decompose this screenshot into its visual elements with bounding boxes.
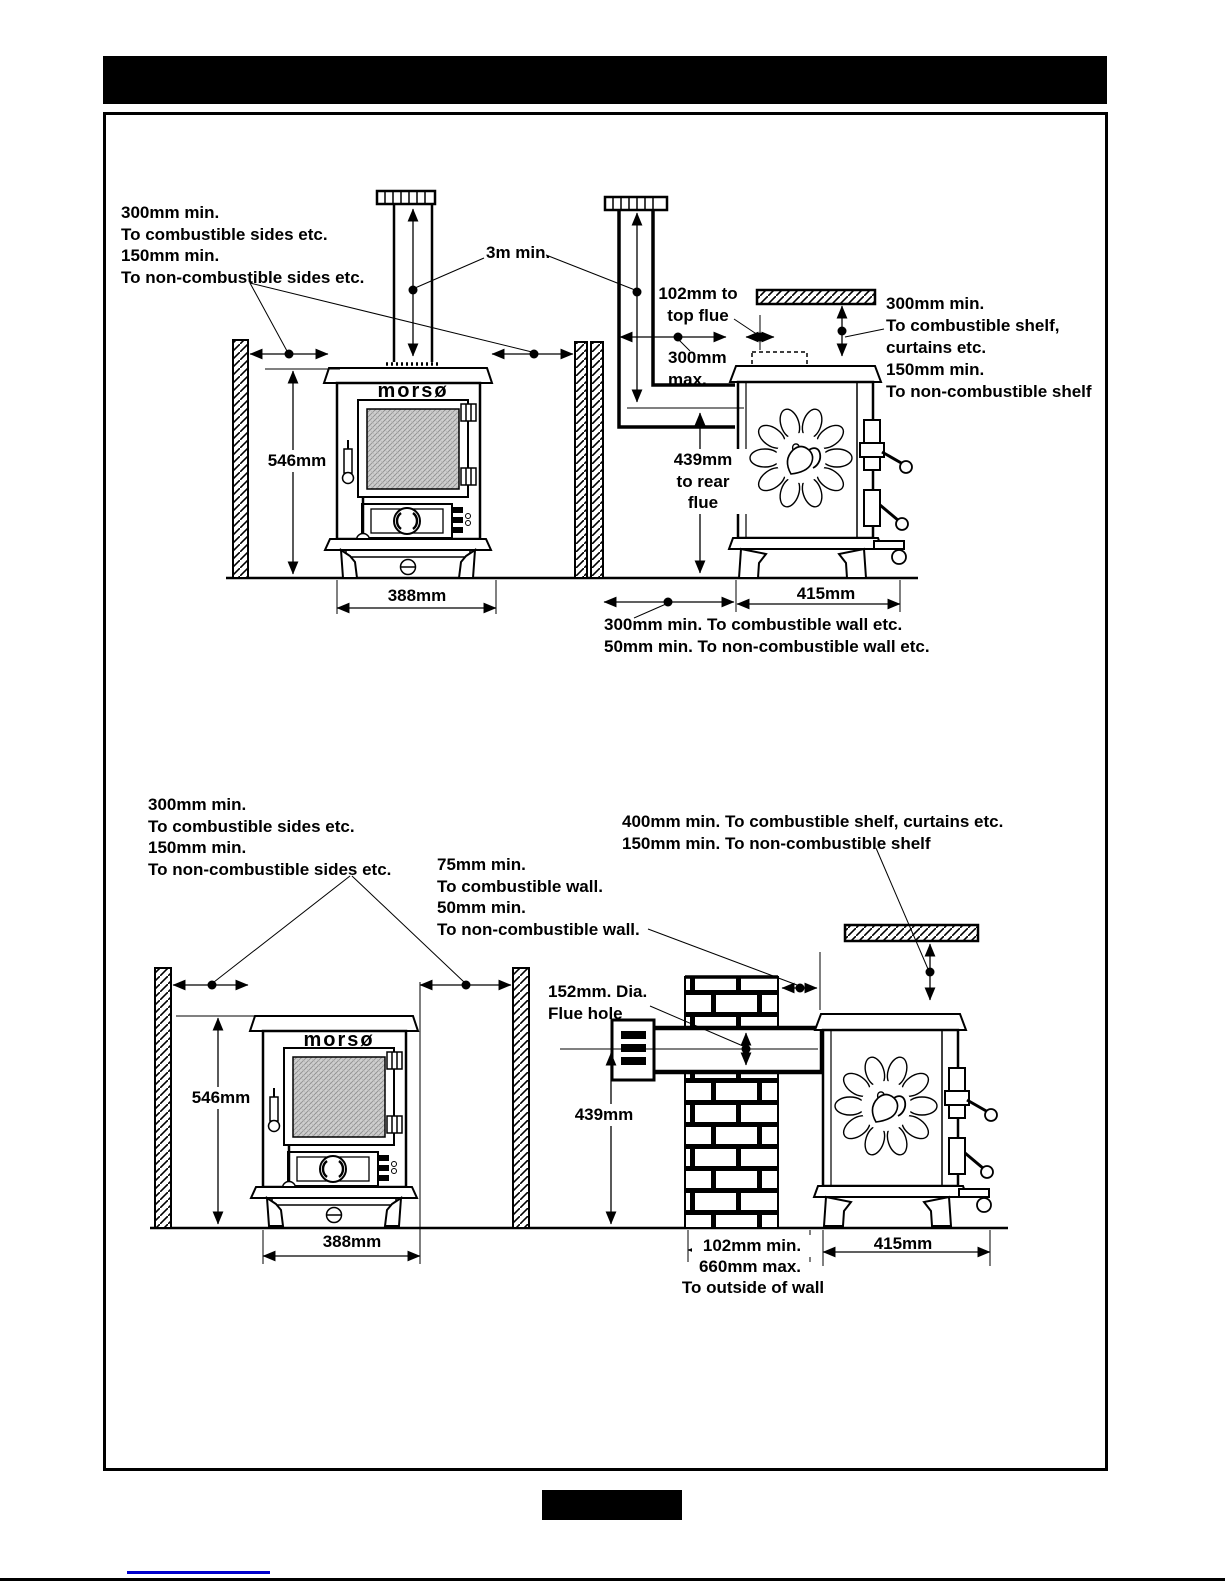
shelf-clearance-note-top: 300mm min. To combustible shelf, curtains etc. 150mm min. To non-combustible shelf xyxy=(886,294,1092,401)
wall-clearance-note: 75mm min. To combustible wall. 50mm min. To non-combustible wall. xyxy=(437,855,640,939)
flue-hole-label: 152mm. Dia. Flue hole xyxy=(548,982,648,1023)
middle-wall-b xyxy=(591,342,603,578)
width-dim-bottom: 388mm xyxy=(322,1232,382,1251)
side-clearance-note-bottom: 300mm min. To combustible sides etc. 150mm min. To non-combustible sides etc. xyxy=(148,795,392,879)
left-wall xyxy=(233,340,248,578)
depth-dim-bottom: 415mm xyxy=(873,1234,933,1253)
width-dim-top: 388mm xyxy=(387,586,447,605)
shelf xyxy=(757,290,875,304)
shelf xyxy=(845,925,978,941)
depth-dim-top: 415mm xyxy=(796,584,856,603)
rear-flue-dim-label: 439mm to rear flue xyxy=(658,449,748,514)
brand-logo-top: morsø xyxy=(377,380,449,402)
wall-thickness-min: 102mm min. xyxy=(692,1235,812,1257)
middle-wall-a xyxy=(575,342,587,578)
page-edge-line xyxy=(0,1578,1225,1581)
footer-block xyxy=(542,1490,682,1520)
shelf-clearance-note-bottom: 400mm min. To combustible shelf, curtains etc. 150mm min. To non-combustible shelf xyxy=(622,812,1004,853)
rear-flue-height-dim: 439mm xyxy=(564,1104,644,1126)
left-wall xyxy=(155,968,171,1228)
front-chimney xyxy=(377,191,440,364)
wall-thickness-note: To outside of wall xyxy=(681,1278,825,1297)
top-flue-label: 102mm to top flue xyxy=(658,284,738,325)
wall-thickness-max: 660mm max. xyxy=(698,1257,802,1276)
flue-duct xyxy=(612,1020,822,1080)
height-dim-top: 546mm xyxy=(260,450,334,472)
footer-link-line xyxy=(127,1571,270,1574)
rear-wall-clearance-note: 300mm min. To combustible wall etc. 50mm min. To non-combustible wall etc. xyxy=(604,615,930,656)
brand-logo-bottom: morsø xyxy=(303,1029,375,1051)
top-flue-collar xyxy=(752,352,807,366)
chimney-min-label: 3m min. xyxy=(486,243,551,262)
brick-wall xyxy=(685,977,778,1228)
right-wall xyxy=(513,968,529,1228)
side-clearance-note-top: 300mm min. To combustible sides etc. 150mm min. To non-combustible sides etc. xyxy=(121,203,365,287)
height-dim-bottom: 546mm xyxy=(184,1087,258,1109)
flue-offset-max-label: 300mm max. xyxy=(668,348,727,389)
